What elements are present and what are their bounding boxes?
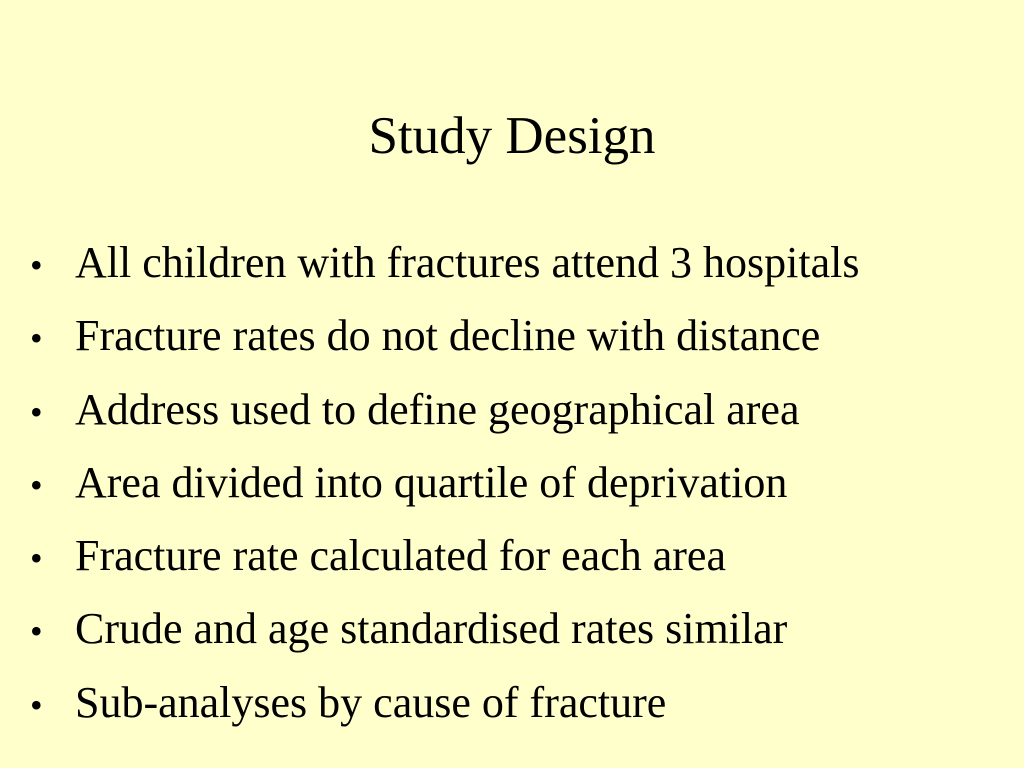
bullet-text: Fracture rates do not decline with distance: [75, 311, 821, 361]
slide-title: Study Design: [368, 107, 656, 165]
bullet-item: [30, 381, 1010, 454]
bullet-icon: •: [30, 464, 43, 505]
bullet-item: [30, 454, 1010, 527]
bullet-item: [30, 234, 1010, 307]
bullet-list: [30, 234, 1010, 747]
bullet-icon: •: [30, 318, 43, 359]
bullet-text: Area divided into quartile of deprivation: [75, 457, 788, 507]
bullet-text: Fracture rate calculated for each area: [75, 531, 726, 581]
bullet-text: All children with fractures attend 3 hospitals: [75, 238, 860, 287]
bullet-icon: •: [30, 684, 43, 725]
bullet-icon: •: [30, 245, 43, 285]
bullet-text: Sub-analyses by cause of fracture: [75, 677, 667, 727]
bullet-text: Crude and age standardised rates similar: [75, 604, 788, 654]
bullet-item: [30, 600, 1010, 673]
bullet-item: [30, 307, 1010, 380]
bullet-item: [30, 674, 1010, 747]
bullet-item: [30, 527, 1010, 600]
bullet-icon: •: [30, 391, 43, 432]
bullet-icon: •: [30, 611, 43, 652]
bullet-icon: •: [30, 538, 43, 579]
bullet-text: Address used to define geographical area: [75, 384, 800, 434]
